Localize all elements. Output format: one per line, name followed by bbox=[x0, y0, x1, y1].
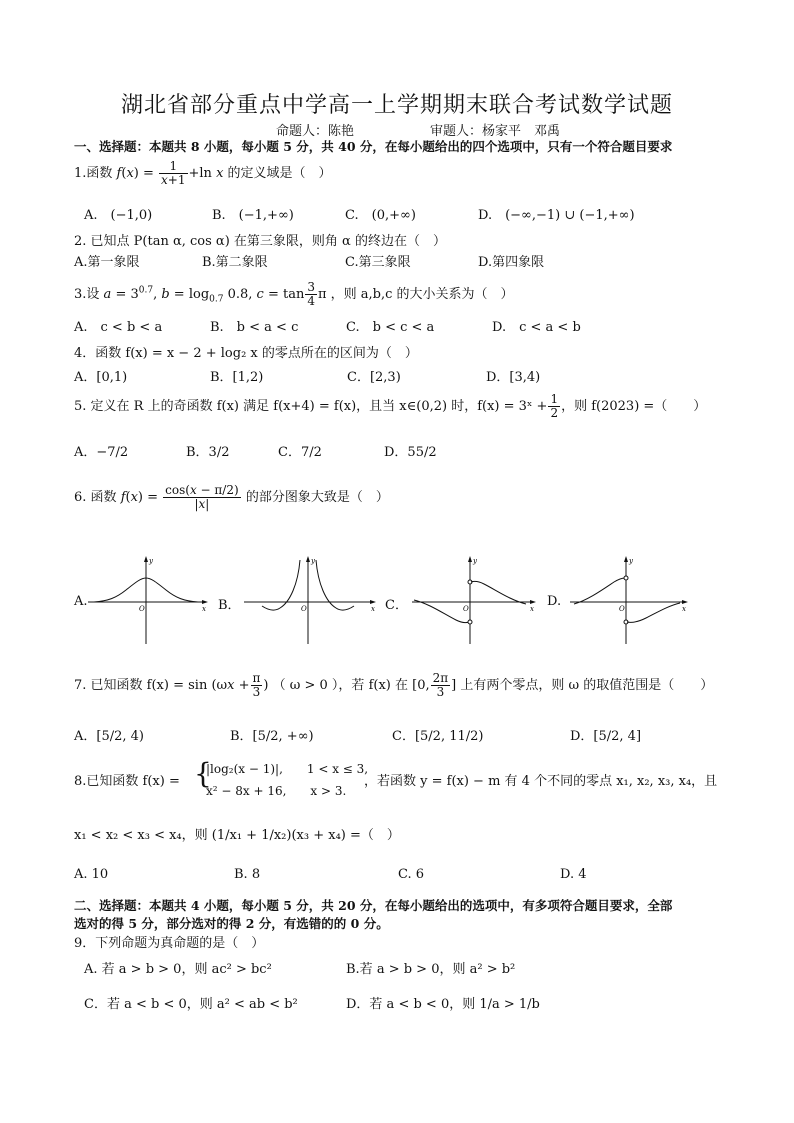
graph-d-x-label: x bbox=[682, 605, 686, 613]
q3-suffix: ，则 a,b,c 的大小关系为（ ） bbox=[330, 287, 514, 302]
graph-a-origin: O bbox=[139, 605, 145, 613]
q7-prefix: 7. 已知函数 f(x) = sin bbox=[74, 678, 208, 693]
q2-option-c[interactable]: C.第三象限 bbox=[345, 255, 411, 270]
q2-option-d[interactable]: D.第四象限 bbox=[478, 255, 545, 270]
q5-option-d[interactable]: D．55/2 bbox=[384, 445, 437, 460]
q8-option-c[interactable]: C. 6 bbox=[398, 867, 425, 882]
q9-option-c[interactable]: C．若 a < b < 0，则 a² < ab < b² bbox=[84, 997, 298, 1012]
q5-prefix: 5. 定义在 R 上的奇函数 f(x) 满足 f(x+4) = f(x)，且当 x∈(0,2) 时，f(x) = 3ˣ + bbox=[74, 399, 548, 414]
question-3 bbox=[74, 281, 514, 308]
q7-option-a[interactable]: A．[5/2, 4) bbox=[74, 729, 144, 744]
q8-brace: { bbox=[194, 757, 212, 790]
q1-option-b[interactable]: B. (−1,+∞) bbox=[212, 208, 294, 223]
q4-option-b[interactable]: B．[1,2) bbox=[210, 370, 264, 385]
q6-graph-label-d[interactable]: D. bbox=[547, 594, 562, 609]
q6-suffix: 的部分图象大致是（ ） bbox=[245, 490, 389, 505]
q8-suffix: ，若函数 y = f(x) − m 有 4 个不同的零点 x₁, x₂, x₃, x₄，且 bbox=[364, 774, 718, 789]
q7-interval-fraction: $\frac{2\pi}{3}$ bbox=[432, 671, 449, 699]
q6-prefix: 6. 函数 bbox=[74, 490, 117, 505]
question-5 bbox=[74, 393, 706, 420]
q5-fraction: $\frac{1}{2}$ bbox=[550, 392, 559, 420]
q1-option-a[interactable]: A. (−1,0) bbox=[84, 208, 153, 223]
graph-c-x-label: x bbox=[530, 605, 534, 613]
q6-fraction: $\frac{\cos(x - \pi/2)}{|x|}$ bbox=[165, 483, 239, 511]
q4-option-a[interactable]: A．[0,1) bbox=[74, 370, 128, 385]
question-6 bbox=[74, 484, 389, 511]
graph-c-origin: O bbox=[463, 605, 469, 613]
q5-option-c[interactable]: C．7/2 bbox=[278, 445, 322, 460]
q6-graph-label-b[interactable]: B． bbox=[218, 598, 241, 613]
q4-option-c[interactable]: C．[2,3) bbox=[347, 370, 401, 385]
q8-line-2: x₁ < x₂ < x₃ < x₄，则 (1/x₁ + 1/x₂)(x₃ + x₄) =（ ） bbox=[74, 828, 400, 843]
q7-mid: （ ω > 0 ），若 f(x) 在 bbox=[272, 678, 408, 693]
q8-prefix: 8.已知函数 f(x) = bbox=[74, 774, 180, 789]
q3-formula: $a = 3^{0.7}$, $b = \log_{0.7} 0.8$, c = tan $\frac{3}{4}$ π bbox=[103, 280, 327, 308]
q6-formula: f(x) = $\frac{\cos(x - \pi/2)}{|x|}$ bbox=[120, 483, 239, 511]
q8-option-d[interactable]: D. 4 bbox=[560, 867, 587, 882]
q7-interval: [0, $\frac{2\pi}{3}$ ] bbox=[412, 671, 457, 699]
section-1-heading: 一、选择题：本题共 8 小题，每小题 5 分，共 40 分，在每小题给出的四个选项中，只有一个符合题目要求 bbox=[74, 139, 673, 154]
q4-option-d[interactable]: D．[3,4) bbox=[486, 370, 541, 385]
q1-option-d[interactable]: D. (−∞,−1) ∪ (−1,+∞) bbox=[478, 208, 635, 223]
q7-option-b[interactable]: B．[5/2, +∞) bbox=[230, 729, 314, 744]
question-1 bbox=[74, 160, 332, 187]
q1-suffix: 的定义域是（ ） bbox=[227, 166, 332, 181]
section-2-heading-line-2: 选对的得 5 分，部分选对的得 2 分，有选错的的 0 分。 bbox=[74, 916, 389, 931]
q3-option-d[interactable]: D. c < a < b bbox=[492, 320, 581, 335]
q1-option-c[interactable]: C. (0,+∞) bbox=[345, 208, 416, 223]
q3-fraction: $\frac{3}{4}$ bbox=[307, 280, 315, 308]
q9-option-d[interactable]: D．若 a < b < 0，则 1/a > 1/b bbox=[346, 997, 540, 1012]
graph-a-y-label: y bbox=[149, 557, 153, 565]
q5-option-a[interactable]: A．−7/2 bbox=[74, 445, 129, 460]
graph-b-origin: O bbox=[301, 605, 307, 613]
section-2-heading-line-1: 二、选择题：本题共 4 小题，每小题 5 分，共 20 分，在每小题给出的选项中，有多项符合题目要求，全部 bbox=[74, 898, 673, 913]
graph-d-y-label: y bbox=[629, 557, 633, 565]
question-8 bbox=[74, 770, 180, 789]
graph-c-y-label: y bbox=[473, 557, 477, 565]
q5-option-b[interactable]: B．3/2 bbox=[186, 445, 230, 460]
q1-formula: f(x) = $\frac{1}{x+1}$ +ln x bbox=[116, 159, 224, 187]
q8-option-b[interactable]: B. 8 bbox=[234, 867, 261, 882]
q6-graph-label-c[interactable]: C． bbox=[385, 598, 408, 613]
q9-option-a[interactable]: A. 若 a > b > 0，则 ac² > bc² bbox=[84, 962, 272, 977]
q7-option-d[interactable]: D．[5/2, 4] bbox=[570, 729, 642, 744]
graph-a-x-label: x bbox=[202, 605, 206, 613]
question-9: 9．下列命题为真命题的是（ ） bbox=[74, 936, 265, 951]
q1-prefix: 1.函数 bbox=[74, 166, 113, 181]
q8-case-1: |log₂(x − 1)|, 1 < x ≤ 3, bbox=[206, 762, 369, 776]
question-2: 2. 已知点 P(tan α, cos α) 在第三象限，则角 α 的终边在（ ） bbox=[74, 234, 446, 249]
q1-fraction: $\frac{1}{x+1}$ bbox=[161, 159, 186, 187]
q3-option-a[interactable]: A. c < b < a bbox=[74, 320, 163, 335]
question-4: 4．函数 f(x) = x − 2 + log₂ x 的零点所在的区间为（ ） bbox=[74, 346, 418, 361]
q7-option-c[interactable]: C．[5/2, 11/2) bbox=[392, 729, 484, 744]
setter-name: 命题人：陈艳 bbox=[276, 124, 355, 139]
question-7 bbox=[74, 672, 713, 699]
page-title: 湖北省部分重点中学高一上学期期末联合考试数学试题 bbox=[120, 93, 673, 118]
q6-graph-b[interactable] bbox=[240, 554, 380, 646]
q6-graph-a[interactable] bbox=[86, 554, 210, 646]
graph-d-origin: O bbox=[619, 605, 625, 613]
q5-suffix: ，则 f(2023) =（ ） bbox=[561, 399, 707, 414]
q7-suffix: 上有两个零点，则 ω 的取值范围是（ ） bbox=[460, 678, 714, 693]
reviewer-name: 审题人：杨家平 邓禹 bbox=[430, 124, 561, 139]
graph-b-y-label: y bbox=[311, 557, 315, 565]
q3-prefix: 3.设 bbox=[74, 287, 100, 302]
q7-fraction: $\frac{\pi}{3}$ bbox=[252, 671, 261, 699]
q7-formula: (ωx + $\frac{\pi}{3}$ ) bbox=[211, 671, 269, 699]
q8-option-a[interactable]: A. 10 bbox=[74, 867, 109, 882]
q9-option-b[interactable]: B.若 a > b > 0，则 a² > b² bbox=[346, 962, 516, 977]
q3-option-b[interactable]: B. b < a < c bbox=[210, 320, 299, 335]
q6-graph-c[interactable] bbox=[410, 554, 540, 646]
q6-graph-label-a[interactable]: A. bbox=[74, 594, 88, 609]
q2-option-b[interactable]: B.第二象限 bbox=[202, 255, 268, 270]
q3-option-c[interactable]: C. b < c < a bbox=[346, 320, 435, 335]
graph-b-x-label: x bbox=[371, 605, 375, 613]
q2-option-a[interactable]: A.第一象限 bbox=[74, 255, 140, 270]
q8-case-2: x² − 8x + 16, x > 3. bbox=[206, 784, 347, 798]
q6-graph-d[interactable] bbox=[568, 554, 692, 646]
